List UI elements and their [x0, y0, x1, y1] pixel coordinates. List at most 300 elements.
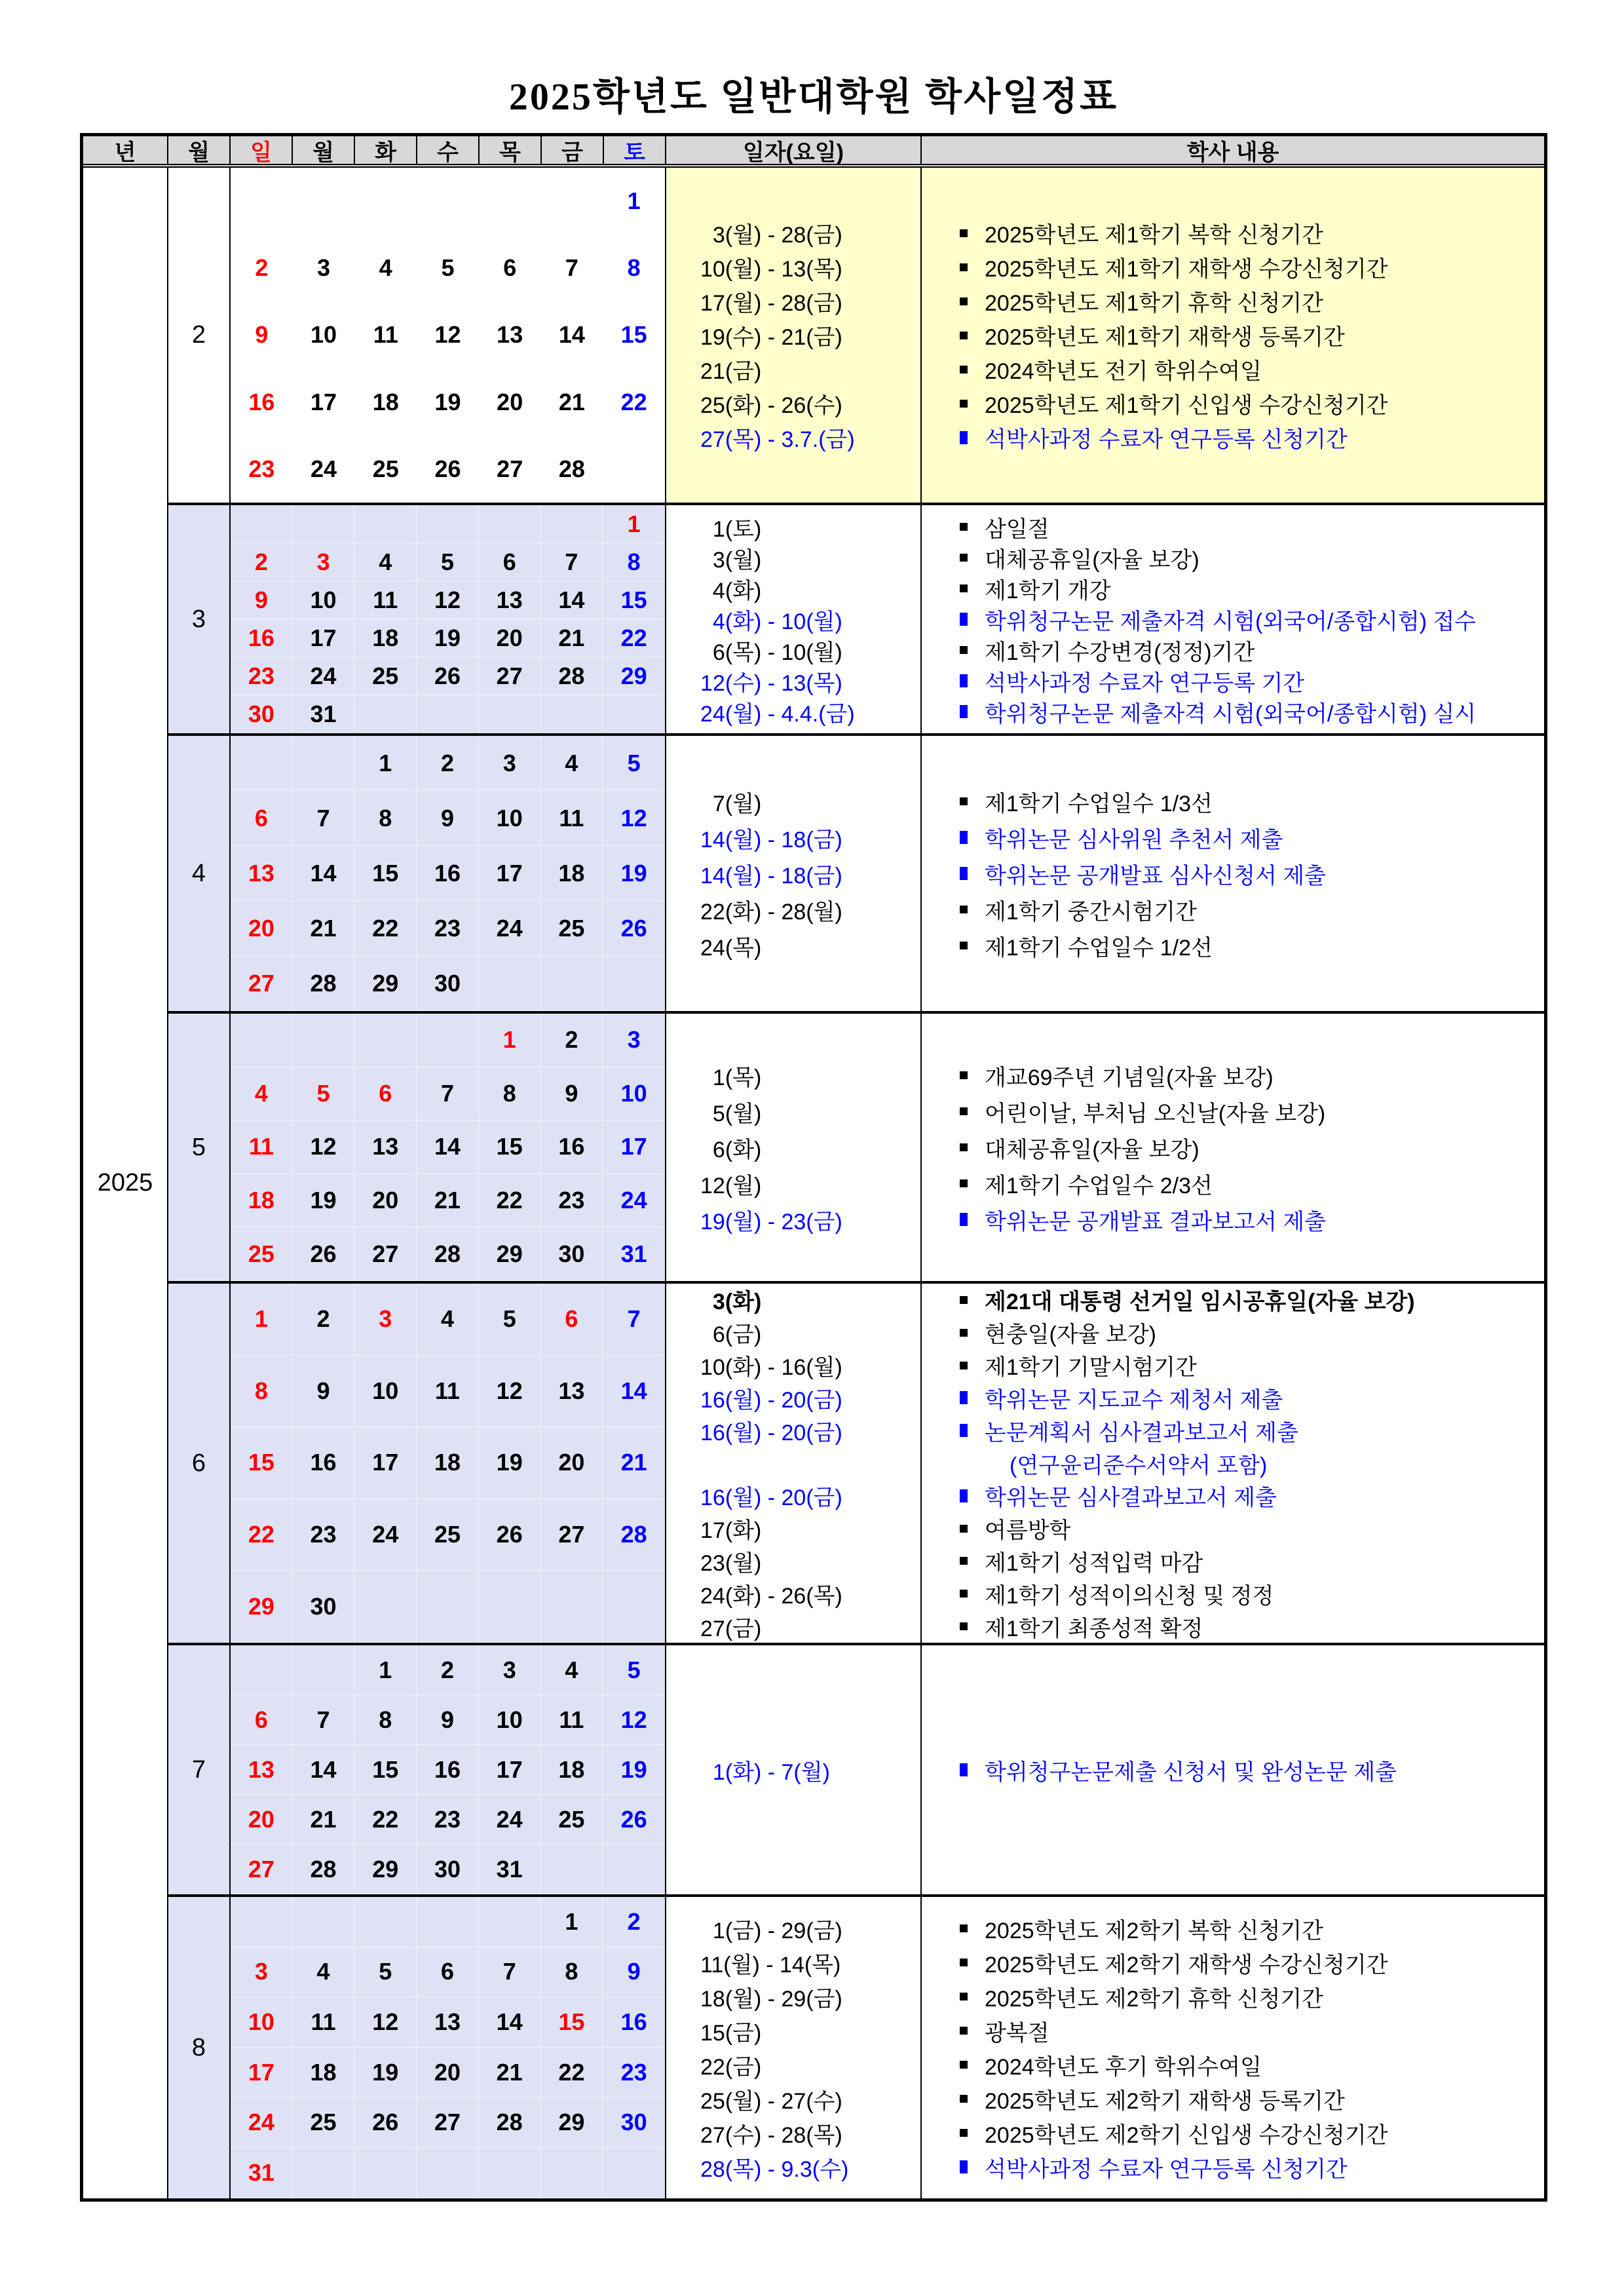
date-range: 6(화): [700, 1137, 762, 1162]
date-range: 10(월) - 13(목): [700, 257, 842, 282]
event-text: 학위논문 심사결과보고서 제출: [985, 1485, 1277, 1511]
month-section-7: [168, 1645, 1544, 1897]
calendar-day: 6: [231, 791, 293, 846]
calendar-day: 3: [354, 1284, 417, 1356]
calendar-day: [541, 695, 603, 733]
date-range: 21(금): [700, 359, 762, 384]
event-text: 석박사과정 수료자 연구등록 신청기간: [985, 427, 1348, 452]
bullet-icon: [960, 797, 968, 805]
weekday-label-0: 일: [231, 136, 293, 164]
month-number: 6: [168, 1284, 231, 1643]
event-item: [960, 1753, 1544, 1786]
calendar-day: 19: [603, 846, 665, 901]
date-range: 22(금): [700, 2054, 762, 2080]
date-range: 1(목): [700, 1065, 762, 1090]
calendar-day: 11: [373, 321, 398, 349]
calendar-day: 24: [603, 1174, 665, 1228]
calendar-day: 22: [620, 388, 647, 415]
event-item: [960, 216, 1544, 250]
calendar-day: 31: [231, 2148, 293, 2198]
calendar-day: 3: [231, 1947, 293, 1998]
calendar-day: [603, 1845, 665, 1894]
date-range: 28(목) - 9.3(수): [700, 2156, 849, 2182]
event-text: 제1학기 기말시험기간: [985, 1355, 1197, 1381]
date-range: 12(월): [700, 1173, 762, 1198]
calendar-day: 18: [541, 1745, 603, 1795]
bullet-icon: [960, 229, 968, 237]
calendar-day: 29: [354, 956, 417, 1011]
calendar-day: 6: [503, 254, 517, 282]
calendar-day: 2: [255, 254, 269, 282]
event-item: [960, 1610, 1544, 1643]
calendar-day: [479, 695, 541, 733]
calendar-day: 20: [417, 2048, 479, 2098]
calendar-day: 23: [417, 1795, 479, 1845]
calendar-day: 10: [479, 1695, 541, 1745]
calendar-day: 19: [417, 619, 479, 657]
calendar-day: 21: [293, 901, 355, 956]
header-content-label: 학사 내용: [1186, 140, 1279, 165]
month-number: 7: [168, 1645, 231, 1894]
event-text: 제1학기 수업일수 1/3선: [985, 791, 1213, 816]
bullet-icon: [960, 1424, 968, 1437]
calendar-day: 7: [479, 1947, 541, 1998]
calendar-day: 2: [231, 543, 293, 581]
content-column: [922, 736, 1544, 1011]
month-schedule: [666, 168, 1544, 503]
bullet-icon: [960, 366, 968, 373]
event-text: 2025학년도 제2학기 신입생 수강신청기간: [985, 2122, 1388, 2148]
calendar-day: [417, 1014, 479, 1067]
date-range: 25(월) - 27(수): [700, 2088, 842, 2114]
event-item: [960, 2150, 1544, 2184]
calendar-day: 21: [479, 2048, 541, 2098]
weekday-label-2: 화: [355, 136, 417, 164]
event-item: [960, 2014, 1544, 2048]
bullet-icon: [960, 2160, 968, 2173]
calendar-day: 20: [231, 1795, 293, 1845]
calendar-day: 15: [479, 1120, 541, 1174]
calendar-day: 16: [603, 1997, 665, 2048]
event-item: [960, 1316, 1544, 1349]
calendar-day: [293, 2148, 355, 2198]
bullet-icon: [960, 1457, 968, 1470]
date-range: 27(수) - 28(목): [700, 2122, 842, 2148]
date-range: 7(월): [700, 791, 762, 816]
calendar-day: 19: [603, 1745, 665, 1795]
calendar-day: 3: [479, 1645, 541, 1695]
content-column: [922, 168, 1544, 503]
calendar-day: [417, 1571, 479, 1643]
calendar-day: 1: [231, 1284, 293, 1356]
date-range: 6(금): [700, 1322, 762, 1348]
bullet-icon: [960, 400, 968, 408]
event-text: 학위논문 공개발표 결과보고서 제출: [985, 1209, 1326, 1234]
calendar-day: 23: [248, 455, 275, 482]
calendar-day: 30: [231, 695, 293, 733]
weekday-header: [231, 136, 666, 164]
academic-calendar-table: [80, 133, 1547, 2202]
calendar-day: 4: [231, 1067, 293, 1121]
calendar-day: [293, 1897, 355, 1947]
event-text: 학위논문 지도교수 제청서 제출: [985, 1387, 1283, 1413]
date-range: 22(화) - 28(월): [700, 899, 842, 925]
calendar-day: 12: [479, 1356, 541, 1428]
calendar-day: 5: [603, 1645, 665, 1695]
calendar-day: 21: [417, 1174, 479, 1228]
table-body: [83, 168, 1544, 2198]
calendar-day: 13: [479, 581, 541, 619]
bullet-icon: [960, 942, 968, 949]
bullet-icon: [960, 1924, 968, 1932]
event-item: [960, 512, 1544, 543]
bullet-icon: [960, 1296, 968, 1304]
year-cell: 2025: [83, 168, 168, 2198]
event-item: [960, 1284, 1544, 1316]
calendar-day: 8: [627, 254, 641, 282]
calendar-day: 7: [541, 543, 603, 581]
calendar-day: 30: [417, 1845, 479, 1894]
event-item: [960, 1094, 1544, 1130]
calendar-day: 14: [479, 1997, 541, 2048]
event-item: [960, 1349, 1544, 1382]
month-calendar: [231, 1645, 666, 1894]
calendar-day: 28: [293, 956, 355, 1011]
calendar-day: 4: [379, 254, 392, 282]
calendar-day: 2: [603, 1897, 665, 1947]
date-column: [666, 1897, 922, 2198]
calendar-day: 9: [255, 321, 269, 349]
event-text: 2024학년도 후기 학위수여일: [985, 2054, 1262, 2080]
month-calendar: [231, 168, 666, 503]
event-item: [960, 856, 1544, 892]
calendar-day: 15: [541, 1997, 603, 2048]
content-column: [922, 1897, 1544, 2198]
months-container: [168, 168, 1544, 2198]
event-text: 제1학기 중간시험기간: [985, 899, 1197, 925]
calendar-day: 2: [417, 1645, 479, 1695]
event-text: 2025학년도 제1학기 재학생 등록기간: [985, 325, 1345, 350]
calendar-day: 28: [541, 657, 603, 695]
date-range: 3(월): [700, 547, 762, 573]
calendar-day: 2: [293, 1284, 355, 1356]
event-item: [960, 1130, 1544, 1166]
header-year-label: 년: [83, 136, 168, 164]
event-item: [960, 1911, 1544, 1945]
calendar-day: [479, 168, 541, 235]
calendar-day: 26: [434, 455, 461, 482]
bullet-icon: [960, 2095, 968, 2103]
event-item: [960, 1577, 1544, 1610]
calendar-day: 2: [417, 736, 479, 791]
calendar-day: 23: [231, 657, 293, 695]
event-item: [960, 318, 1544, 353]
calendar-day: 24: [479, 901, 541, 956]
date-range: 18(월) - 29(금): [700, 1986, 842, 2012]
calendar-day: [417, 168, 479, 235]
calendar-day: 17: [231, 2048, 293, 2098]
calendar-day: [603, 695, 665, 733]
date-range-filler: [700, 1447, 920, 1480]
event-text: 2025학년도 제2학기 재학생 수강신청기간: [985, 1952, 1388, 1978]
calendar-day: 4: [293, 1947, 355, 1998]
bullet-icon: [960, 1959, 968, 1966]
calendar-day: [479, 1571, 541, 1643]
calendar-day: 9: [417, 1695, 479, 1745]
header-date-label: 일자(요일): [666, 136, 922, 164]
calendar-day: 21: [293, 1795, 355, 1845]
month-calendar: [231, 1284, 666, 1643]
date-range: 1(화) - 7(월): [700, 1759, 830, 1785]
calendar-day: [479, 505, 541, 543]
calendar-day: 22: [603, 619, 665, 657]
event-text: 제1학기 수강변경(정정)기간: [985, 640, 1255, 665]
event-item: [960, 1166, 1544, 1202]
calendar-day: 17: [479, 846, 541, 901]
calendar-day: 23: [541, 1174, 603, 1228]
month-section-3: [168, 505, 1544, 736]
calendar-day: 21: [603, 1427, 665, 1499]
event-item: [960, 928, 1544, 964]
bullet-icon: [960, 867, 968, 880]
calendar-day: [417, 2148, 479, 2198]
calendar-day: [541, 2148, 603, 2198]
calendar-day: 17: [311, 388, 337, 415]
date-column: [666, 736, 922, 1011]
calendar-day: 17: [479, 1745, 541, 1795]
calendar-day: 8: [354, 791, 417, 846]
calendar-day: 4: [417, 1284, 479, 1356]
month-calendar: [231, 505, 666, 733]
event-text: 석박사과정 수료자 연구등록 기간: [985, 670, 1305, 696]
calendar-day: 9: [293, 1356, 355, 1428]
event-item: [960, 573, 1544, 604]
calendar-day: 9: [541, 1067, 603, 1121]
month-section-4: [168, 736, 1544, 1014]
event-item: [960, 1381, 1544, 1414]
bullet-icon: [960, 523, 968, 531]
calendar-day: 10: [311, 321, 337, 349]
bullet-icon: [960, 431, 968, 444]
event-item: [960, 784, 1544, 820]
calendar-day: [603, 2148, 665, 2198]
calendar-day: 5: [603, 736, 665, 791]
calendar-day: 18: [293, 2048, 355, 2098]
event-item-continued: [960, 1447, 1544, 1480]
calendar-day: 20: [541, 1427, 603, 1499]
calendar-day: 15: [620, 321, 647, 349]
calendar-day: 25: [541, 1795, 603, 1845]
calendar-day: 8: [603, 543, 665, 581]
calendar-day: 30: [293, 1571, 355, 1643]
date-range: 12(수) - 13(목): [700, 670, 842, 696]
event-text: (연구윤리준수서약서 포함): [1010, 1453, 1268, 1478]
calendar-day: 10: [293, 581, 355, 619]
month-schedule: [666, 1284, 1544, 1643]
month-schedule: [666, 505, 1544, 733]
event-item: [960, 1058, 1544, 1094]
calendar-day: 22: [541, 2048, 603, 2098]
calendar-day: [231, 1014, 293, 1067]
date-range: 16(월) - 20(금): [700, 1485, 842, 1511]
event-item: [960, 387, 1544, 421]
calendar-day: [293, 1014, 355, 1067]
calendar-day: 8: [354, 1695, 417, 1745]
calendar-day: 11: [354, 581, 417, 619]
calendar-day: [231, 736, 293, 791]
bullet-icon: [960, 1525, 968, 1533]
calendar-day: 13: [231, 1745, 293, 1795]
bullet-icon: [960, 1107, 968, 1115]
calendar-day: 16: [293, 1427, 355, 1499]
event-text: 학위논문 공개발표 심사신청서 제출: [985, 863, 1326, 889]
date-range: 27(목) - 3.7.(금): [700, 427, 855, 452]
calendar-day: 28: [293, 1845, 355, 1894]
date-range: 24(월) - 4.4.(금): [700, 701, 855, 727]
event-item: [960, 284, 1544, 318]
calendar-day: 13: [497, 321, 523, 349]
calendar-day: 25: [372, 455, 399, 482]
calendar-day: [479, 1897, 541, 1947]
event-text: 광복절: [985, 2020, 1049, 2046]
calendar-day: [354, 168, 417, 235]
event-text: 제1학기 수업일수 2/3선: [985, 1173, 1213, 1198]
calendar-day: 13: [231, 846, 293, 901]
calendar-day: [417, 1897, 479, 1947]
calendar-day: 12: [603, 791, 665, 846]
calendar-day: 20: [479, 619, 541, 657]
event-item: [960, 1414, 1544, 1447]
calendar-day: 16: [417, 846, 479, 901]
bullet-icon: [960, 1391, 968, 1404]
date-range: 4(화): [700, 578, 762, 603]
event-item: [960, 1202, 1544, 1238]
weekday-label-3: 수: [417, 136, 480, 164]
event-item: [960, 604, 1544, 635]
calendar-day: 17: [354, 1427, 417, 1499]
calendar-day: 6: [541, 1284, 603, 1356]
month-calendar: [231, 736, 666, 1011]
calendar-day: [293, 736, 355, 791]
calendar-day: 29: [231, 1571, 293, 1643]
calendar-day: 29: [603, 657, 665, 695]
calendar-day: [603, 436, 665, 503]
event-item: [960, 1980, 1544, 2014]
date-range: 24(목): [700, 935, 762, 961]
event-item: [960, 250, 1544, 284]
calendar-day: 25: [293, 2098, 355, 2149]
calendar-day: 30: [417, 956, 479, 1011]
bullet-icon: [960, 1362, 968, 1369]
event-text: 학위청구논문 제출자격 시험(외국어/종합시험) 실시: [985, 701, 1477, 727]
calendar-day: 12: [293, 1120, 355, 1174]
calendar-day: 16: [541, 1120, 603, 1174]
calendar-day: 9: [603, 1947, 665, 1998]
calendar-day: 25: [354, 657, 417, 695]
calendar-day: 23: [293, 1499, 355, 1571]
month-schedule: [666, 1014, 1544, 1281]
weekday-label-1: 월: [293, 136, 355, 164]
calendar-day: 31: [479, 1845, 541, 1894]
calendar-day: 8: [541, 1947, 603, 1998]
event-item: [960, 892, 1544, 928]
calendar-day: 7: [293, 1695, 355, 1745]
event-text: 2025학년도 제1학기 복학 신청기간: [985, 223, 1324, 248]
calendar-day: [293, 168, 355, 235]
calendar-day: 17: [603, 1120, 665, 1174]
page-title: 2025학년도 일반대학원 학사일정표: [508, 75, 1119, 118]
event-text: 2025학년도 제2학기 재학생 등록기간: [985, 2088, 1345, 2114]
calendar-day: 18: [372, 388, 399, 415]
date-range: 14(월) - 18(금): [700, 863, 842, 889]
calendar-day: 25: [541, 901, 603, 956]
date-range: 1(토): [700, 516, 762, 542]
month-number: 5: [168, 1014, 231, 1281]
calendar-day: 27: [417, 2098, 479, 2149]
calendar-day: 16: [248, 388, 275, 415]
calendar-day: 27: [231, 956, 293, 1011]
calendar-day: 1: [354, 736, 417, 791]
calendar-day: 8: [231, 1356, 293, 1428]
date-column: [666, 168, 922, 503]
calendar-day: [417, 695, 479, 733]
calendar-day: 23: [417, 901, 479, 956]
calendar-day: 26: [354, 2098, 417, 2149]
calendar-day: 6: [354, 1067, 417, 1121]
bullet-icon: [960, 613, 968, 626]
calendar-day: 18: [231, 1174, 293, 1228]
date-range: 19(월) - 23(금): [700, 1209, 842, 1234]
calendar-day: 22: [231, 1499, 293, 1571]
calendar-day: 1: [479, 1014, 541, 1067]
calendar-day: 24: [354, 1499, 417, 1571]
calendar-day: 5: [354, 1947, 417, 1998]
date-range: 5(월): [700, 1101, 762, 1126]
calendar-day: 24: [293, 657, 355, 695]
calendar-day: [603, 1571, 665, 1643]
calendar-day: 31: [293, 695, 355, 733]
calendar-day: 26: [293, 1227, 355, 1281]
calendar-day: 3: [603, 1014, 665, 1067]
date-column: [666, 1014, 922, 1281]
calendar-day: 2: [541, 1014, 603, 1067]
bullet-icon: [960, 646, 968, 654]
content-column: [922, 1014, 1544, 1281]
bullet-icon: [960, 1993, 968, 2000]
calendar-day: 1: [354, 1645, 417, 1695]
date-range: 16(월) - 20(금): [700, 1420, 842, 1445]
date-range: 3(화): [700, 1290, 762, 1315]
calendar-day: 7: [293, 791, 355, 846]
calendar-day: 29: [541, 2098, 603, 2149]
event-item: [960, 2116, 1544, 2150]
calendar-day: 4: [541, 1645, 603, 1695]
calendar-day: 26: [603, 1795, 665, 1845]
date-range: 27(금): [700, 1616, 762, 1641]
bullet-icon: [960, 1763, 968, 1776]
calendar-day: 29: [479, 1227, 541, 1281]
calendar-day: 7: [565, 254, 578, 282]
calendar-day: 9: [417, 791, 479, 846]
calendar-day: 15: [231, 1427, 293, 1499]
event-text: 논문계획서 심사결과보고서 제출: [985, 1420, 1298, 1445]
calendar-day: 30: [603, 2098, 665, 2149]
calendar-day: 11: [541, 1695, 603, 1745]
calendar-day: 15: [354, 846, 417, 901]
event-text: 제1학기 최종성적 확정: [985, 1616, 1203, 1641]
date-range: 24(화) - 26(목): [700, 1583, 842, 1609]
bullet-icon: [960, 1143, 968, 1151]
